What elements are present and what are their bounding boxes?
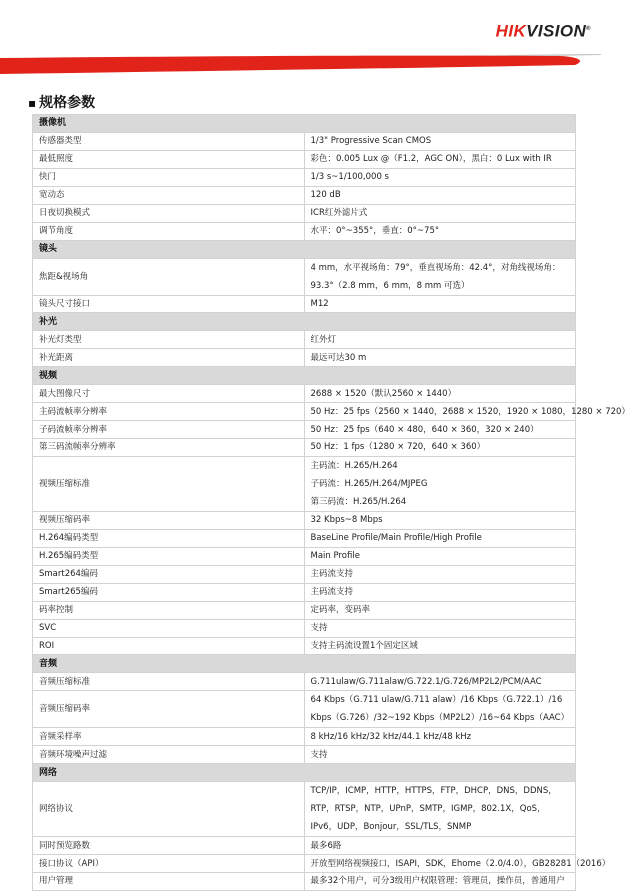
spec-key: 第三码流帧率分辨率 <box>33 439 305 457</box>
spec-value: M12 <box>304 295 576 313</box>
spec-key: 视频压缩标准 <box>33 456 305 511</box>
spec-value: 1/3 s~1/100,000 s <box>304 168 576 186</box>
section-title: 音频 <box>33 655 576 673</box>
spec-value: 支持主码流设置1个固定区域 <box>304 637 576 655</box>
spec-value-line: 第三码流：H.265/H.264 <box>310 496 407 507</box>
spec-value: 32 Kbps~8 Mbps <box>304 511 576 529</box>
spec-key: 焦距&视场角 <box>33 258 305 295</box>
spec-key: ROI <box>33 637 305 655</box>
spec-value: 定码率，变码率 <box>304 601 576 619</box>
section-header <box>33 313 576 331</box>
spec-row <box>33 673 576 691</box>
spec-row <box>33 421 576 439</box>
spec-key: 音频采样率 <box>33 728 305 746</box>
spec-key: 主码流帧率分辨率 <box>33 403 305 421</box>
spec-row <box>33 691 576 728</box>
spec-row <box>33 132 576 150</box>
spec-key: 日夜切换模式 <box>33 204 305 222</box>
section-title: 视频 <box>33 367 576 385</box>
spec-value: Main Profile <box>304 547 576 565</box>
spec-value: ICR红外滤片式 <box>304 204 576 222</box>
spec-value: 8 kHz/16 kHz/32 kHz/44.1 kHz/48 kHz <box>304 728 576 746</box>
spec-row <box>33 837 576 855</box>
section-header <box>33 655 576 673</box>
spec-row <box>33 583 576 601</box>
spec-key: Smart264编码 <box>33 565 305 583</box>
spec-key: 码率控制 <box>33 601 305 619</box>
spec-row <box>33 349 576 367</box>
spec-key: 接口协议（API） <box>33 855 305 873</box>
spec-key: 传感器类型 <box>33 132 305 150</box>
spec-row <box>33 385 576 403</box>
section-title: 网络 <box>33 764 576 782</box>
spec-key: 网络协议 <box>33 782 305 837</box>
spec-row <box>33 403 576 421</box>
spec-key: 最大图像尺寸 <box>33 385 305 403</box>
spec-value: 最多32个用户，可分3级用户权限管理：管理员，操作员，普通用户 <box>304 873 576 891</box>
spec-value: 50 Hz：25 fps（640 × 480，640 × 360，320 × 240） <box>304 421 576 439</box>
spec-value: 红外灯 <box>304 331 576 349</box>
spec-row <box>33 511 576 529</box>
spec-row <box>33 637 576 655</box>
spec-value: 主码流支持 <box>304 565 576 583</box>
spec-row <box>33 601 576 619</box>
spec-row <box>33 565 576 583</box>
spec-value-line: 主码流：H.265/H.264 <box>310 460 398 471</box>
spec-key: Smart265编码 <box>33 583 305 601</box>
spec-key: 音频压缩码率 <box>33 691 305 728</box>
spec-value: 2688 × 1520（默认2560 × 1440） <box>304 385 576 403</box>
spec-value: 彩色：0.005 Lux @（F1.2，AGC ON），黑白：0 Lux with IR <box>304 150 576 168</box>
section-title: 补光 <box>33 313 576 331</box>
spec-value: 4 mm，水平视场角：79°，垂直视场角：42.4°，对角线视场角：93.3°（2.8 mm，6 mm，8 mm 可选） <box>304 258 576 295</box>
spec-key: H.264编码类型 <box>33 529 305 547</box>
spec-row <box>33 619 576 637</box>
spec-key: 补光灯类型 <box>33 331 305 349</box>
header-swoosh-graphic <box>0 52 601 78</box>
spec-row <box>33 150 576 168</box>
spec-row <box>33 186 576 204</box>
spec-row <box>33 746 576 764</box>
spec-value: BaseLine Profile/Main Profile/High Profile <box>304 529 576 547</box>
spec-key: 快门 <box>33 168 305 186</box>
spec-key: 最低照度 <box>33 150 305 168</box>
spec-value: 50 Hz：1 fps（1280 × 720，640 × 360） <box>304 439 576 457</box>
spec-value: 50 Hz：25 fps（2560 × 1440，2688 × 1520，1920 × 1080，1280 × 720） <box>304 403 576 421</box>
spec-value: 水平：0°~355°，垂直：0°~75° <box>304 222 576 240</box>
spec-key: H.265编码类型 <box>33 547 305 565</box>
spec-key: 宽动态 <box>33 186 305 204</box>
spec-value: 120 dB <box>304 186 576 204</box>
spec-row <box>33 204 576 222</box>
spec-row <box>33 873 576 891</box>
spec-key: 用户管理 <box>33 873 305 891</box>
spec-key: 视频压缩码率 <box>33 511 305 529</box>
spec-value <box>304 456 576 511</box>
spec-row <box>33 295 576 313</box>
spec-value: 最远可达30 m <box>304 349 576 367</box>
hikvision-logo: HIKVISION® <box>495 21 591 41</box>
spec-key: 调节角度 <box>33 222 305 240</box>
spec-row <box>33 728 576 746</box>
page-title: ▪ 规格参数 <box>28 95 96 111</box>
section-header <box>33 240 576 258</box>
spec-key: 音频压缩标准 <box>33 673 305 691</box>
section-header <box>33 367 576 385</box>
spec-key: SVC <box>33 619 305 637</box>
spec-key: 同时预览路数 <box>33 837 305 855</box>
spec-value: 64 Kbps（G.711 ulaw/G.711 alaw）/16 Kbps（G.722.1）/16 Kbps（G.726）/32~192 Kbps（MP2L2）/16~64 Kbps（AAC） <box>304 691 576 728</box>
spec-key: 镜头尺寸接口 <box>33 295 305 313</box>
spec-row <box>33 456 576 511</box>
spec-table <box>32 114 630 891</box>
section-title: 镜头 <box>33 240 576 258</box>
spec-row <box>33 222 576 240</box>
spec-key: 音频环境噪声过滤 <box>33 746 305 764</box>
spec-value: TCP/IP，ICMP，HTTP，HTTPS，FTP，DHCP，DNS，DDNS，RTP，RTSP，NTP，UPnP，SMTP，IGMP，802.1X，QoS，IPv6，UDP，Bonjour，SSL/TLS，SNMP <box>304 782 576 837</box>
spec-row <box>33 855 576 873</box>
spec-value: G.711ulaw/G.711alaw/G.722.1/G.726/MP2L2/PCM/AAC <box>304 673 576 691</box>
spec-value: 开放型网络视频接口，ISAPI，SDK，Ehome（2.0/4.0），GB28281（2016） <box>304 855 576 873</box>
spec-row <box>33 258 576 295</box>
spec-row <box>33 331 576 349</box>
spec-row <box>33 168 576 186</box>
spec-value: 支持 <box>304 619 576 637</box>
spec-value: 主码流支持 <box>304 583 576 601</box>
spec-row <box>33 782 576 837</box>
spec-value: 最多6路 <box>304 837 576 855</box>
spec-row <box>33 439 576 457</box>
spec-key: 子码流帧率分辨率 <box>33 421 305 439</box>
spec-key: 补光距离 <box>33 349 305 367</box>
section-header <box>33 764 576 782</box>
spec-value-line: 子码流：H.265/H.264/MJPEG <box>310 478 428 489</box>
spec-row <box>33 529 576 547</box>
spec-row <box>33 547 576 565</box>
section-header <box>33 115 576 133</box>
spec-value: 1/3" Progressive Scan CMOS <box>304 132 576 150</box>
spec-value: 支持 <box>304 746 576 764</box>
section-title: 摄像机 <box>33 115 576 133</box>
